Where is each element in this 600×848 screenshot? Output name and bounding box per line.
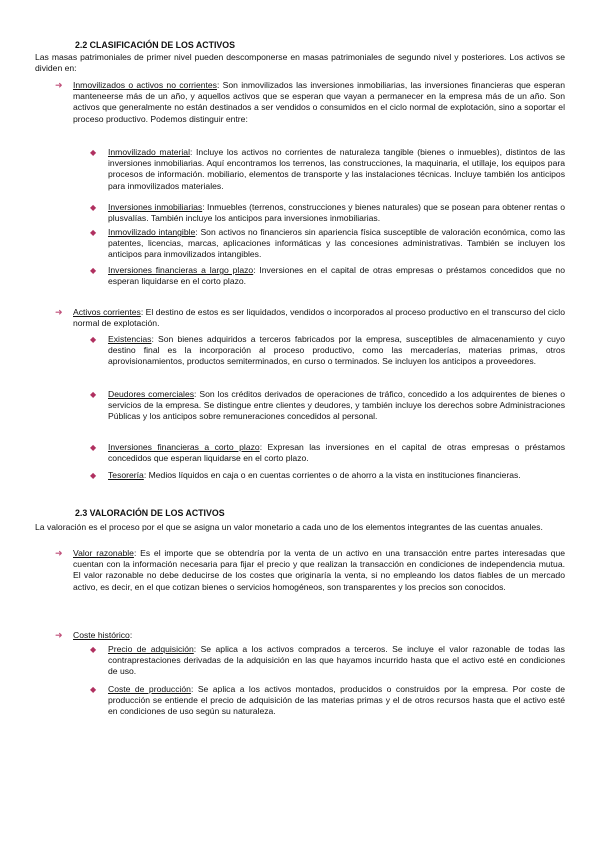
definition-existencias: : Son bienes adquiridos a terceros fabricados por la empresa, susceptibles de almacenamiento y cuyo destino final es la incorporación al proceso productivo, como las mercaderías, materias primas, otros aprovisionamientos, productos semiterminados, en curso o terminados. Se incluyen los anticipos a proveedores. <box>108 334 565 367</box>
definition-valor-razonable: : Es el importe que se obtendría por la venta de un activo en una transacción entre partes interesadas que cuentan con la información necesaria para fijar el precio y que realizan la transacción en condiciones de independencia mutua. El valor razonable no debe deducirse de los costes que originaría la venta, si no empleando los datos fiables de un mercado activo, es decir, en el que cotizan bienes o servicios homogéneos, son transparentes y los precios son conocidos. <box>73 548 565 592</box>
term-deudores-comerciales: Deudores comerciales <box>108 389 195 399</box>
term-inmovilizado-intangible: Inmovilizado intangible <box>108 227 196 237</box>
paragraph-financieras-corto-plazo <box>108 442 565 464</box>
diamond-bullet-icon: ◆ <box>90 266 97 275</box>
term-tesoreria: Tesorería <box>108 470 144 480</box>
definition-inversiones-inmobiliarias: : Inmuebles (terrenos, construcciones y bienes naturales) que se posean para obtener rentas o plusvalías. También incluye los anticipos para inversiones inmobiliarias. <box>108 202 565 224</box>
definition-inmovilizado-intangible: : Son activos no financieros sin apariencia física susceptible de valoración económica, como las patentes, licencias, marcas, aplicaciones informáticas y las concesiones administrativas. También se incluyen los anticipos para inmovilizados intangibles. <box>108 227 565 260</box>
diamond-bullet-icon: ◆ <box>90 148 97 157</box>
paragraph-coste-historico <box>73 630 565 641</box>
section-heading-valoracion: 2.3 VALORACIÓN DE LOS ACTIVOS <box>75 508 225 518</box>
term-financieras-corto-plazo: Inversiones financieras a corto plazo <box>108 442 260 452</box>
diamond-bullet-icon: ◆ <box>90 645 97 654</box>
term-coste-produccion: Coste de producción <box>108 684 191 694</box>
section-heading-clasificacion: 2.2 CLASIFICACIÓN DE LOS ACTIVOS <box>75 40 235 50</box>
term-valor-razonable: Valor razonable <box>73 548 134 558</box>
paragraph-existencias <box>108 334 565 368</box>
diamond-bullet-icon: ◆ <box>90 228 97 237</box>
term-precio-adquisicion: Precio de adquisición <box>108 644 194 654</box>
term-inversiones-inmobiliarias: Inversiones inmobiliarias <box>108 202 203 212</box>
paragraph-activos-corrientes <box>73 307 565 329</box>
paragraph-inmovilizado-material <box>108 147 565 192</box>
term-activos-corrientes: Activos corrientes <box>73 307 141 317</box>
definition-inmovilizado-material: : Incluye los activos no corrientes de naturaleza tangible (bienes o inmuebles), distintos de las inversiones inmobiliarias. Aquí encontramos los terrenos, las construcciones, la maquinaria, el utillaje, los equipos para procesos de información. mobiliario, elementos de transporte y las instalaciones técnicas. Incluye también los anticipos para inmovilizados materiales. <box>108 147 565 191</box>
diamond-bullet-icon: ◆ <box>90 471 97 480</box>
term-existencias: Existencias <box>108 334 152 344</box>
diamond-bullet-icon: ◆ <box>90 335 97 344</box>
paragraph-deudores-comerciales <box>108 389 565 423</box>
definition-coste-produccion: : Se aplica a los activos montados, producidos o construidos por la empresa. Por coste de producción se entiende el precio de adquisición de las materias primas y el de otros recursos hasta que el activo esté en condiciones de uso según su naturaleza. <box>108 684 565 717</box>
paragraph-financieras-largo-plazo <box>108 265 565 287</box>
definition-precio-adquisicion: : Se aplica a los activos comprados a terceros. Se incluye el valor razonable de todas las contraprestaciones derivadas de la adquisición en las que hayamos incurrido hasta que el activo esté en condiciones de uso. <box>108 644 565 677</box>
paragraph-coste-produccion <box>108 684 565 718</box>
definition-coste-historico: : <box>129 630 133 640</box>
paragraph-no-corrientes <box>73 80 565 125</box>
definition-no-corrientes: : Son inmovilizados las inversiones inmobiliarias, las inversiones financieras que esperan manteneerse más de un año, y aquellos activos que se esperan que vayan a permanecer en la empresa más de un año. Son activos que generalmente no están destinados a ser vendidos o consumidos en el ciclo normal de explotación, sino a soportar el proceso productivo. Podemos distinguir entre: <box>73 80 565 124</box>
definition-tesoreria: : Medios líquidos en caja o en cuentas corrientes o de ahorro a la vista en instituciones financieras. <box>143 470 521 480</box>
term-inmovilizado-material: Inmovilizado material <box>108 147 190 157</box>
definition-activos-corrientes: : El destino de estos es ser liquidados, vendidos o incorporados al proceso productivo en el transcurso del ciclo normal de explotación. <box>73 307 565 329</box>
arrow-bullet-icon: ➜ <box>55 630 63 640</box>
definition-financieras-corto-plazo: : Expresan las inversiones en el capital de otras empresas o préstamos concedidos que esperan liquidarse en el corto plazo. <box>108 442 565 464</box>
paragraph-precio-adquisicion <box>108 644 565 678</box>
term-coste-historico: Coste histórico <box>73 630 130 640</box>
diamond-bullet-icon: ◆ <box>90 685 97 694</box>
arrow-bullet-icon: ➜ <box>55 307 63 317</box>
diamond-bullet-icon: ◆ <box>90 390 97 399</box>
intro-paragraph-valoracion: La valoración es el proceso por el que se asigna un valor monetario a cada uno de los elementos integrantes de las cuentas anuales. <box>35 522 543 532</box>
paragraph-inmovilizado-intangible <box>108 227 565 261</box>
paragraph-inversiones-inmobiliarias <box>108 202 565 224</box>
arrow-bullet-icon: ➜ <box>55 80 63 90</box>
arrow-bullet-icon: ➜ <box>55 548 63 558</box>
term-financieras-largo-plazo: Inversiones financieras a largo plazo <box>108 265 254 275</box>
definition-financieras-largo-plazo: : Inversiones en el capital de otras empresas o préstamos concedidos que no esperan liquidarse en el corto plazo. <box>108 265 565 287</box>
diamond-bullet-icon: ◆ <box>90 203 97 212</box>
paragraph-tesoreria <box>108 470 565 481</box>
intro-paragraph-clasificacion: Las masas patrimoniales de primer nivel pueden descomponerse en masas patrimoniales de segundo nivel y posteriores. Los activos se dividen en: <box>35 52 565 74</box>
paragraph-valor-razonable <box>73 548 565 593</box>
definition-deudores-comerciales: : Son los créditos derivados de operaciones de tráfico, concedido a los adquirentes de bienes o servicios de la empresa. Se distingue entre clientes y deudores, y también incluye los derechos sobre Administraciones Públicas y los anticipos sobre remuneraciones concedidos al personal. <box>108 389 566 422</box>
term-no-corrientes: Inmovilizados o activos no corrientes <box>73 80 217 90</box>
diamond-bullet-icon: ◆ <box>90 443 97 452</box>
